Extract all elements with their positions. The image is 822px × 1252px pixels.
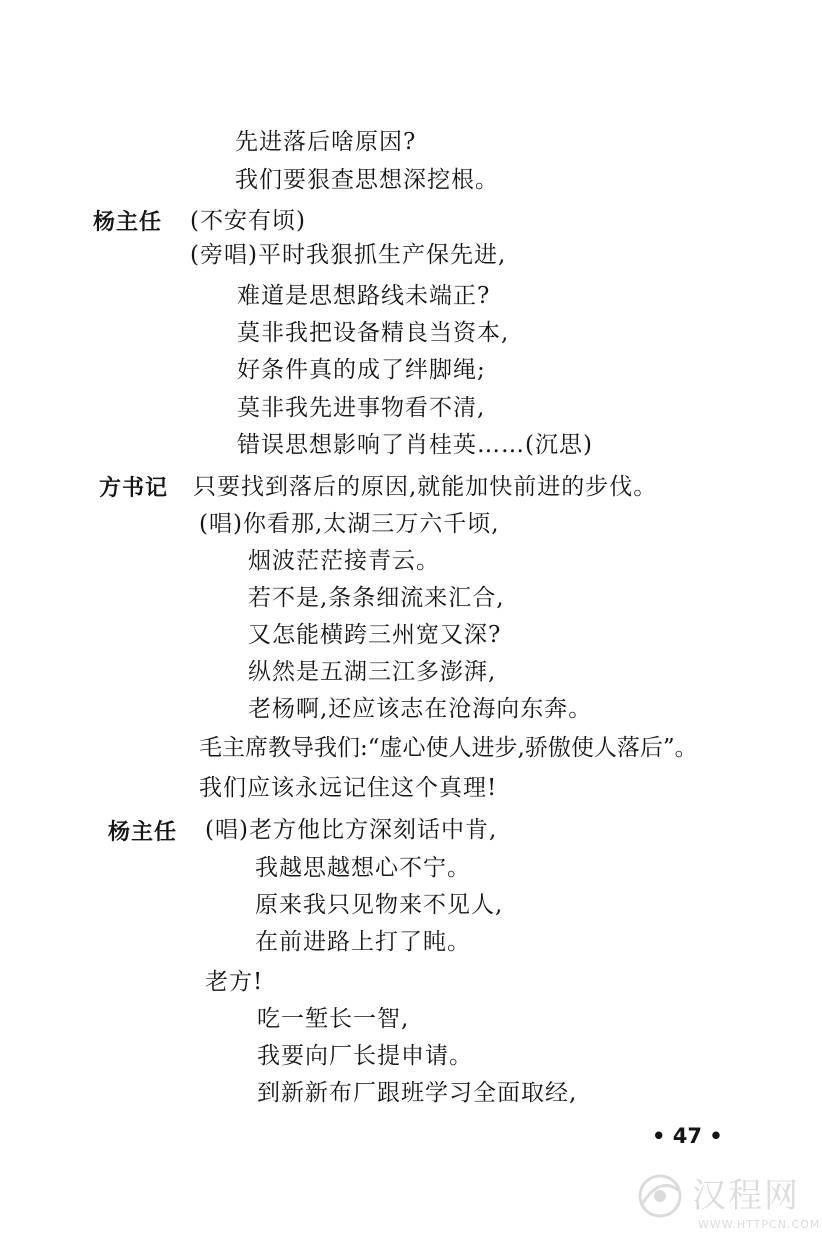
watermark-logo-icon [630, 1166, 690, 1226]
text-line: 烟波茫茫接青云。 [248, 548, 440, 574]
text-line: 莫非我先进事物看不清, [237, 395, 486, 421]
watermark-url: WWW.HTTPCN.COM [698, 1218, 821, 1231]
page-number: • 47 • [652, 1124, 723, 1148]
text-line: 原来我只见物来不见人, [255, 892, 504, 918]
text-line: 我们应该永远记住这个真理! [199, 775, 498, 801]
text-line: 我们要狠查思想深挖根。 [235, 167, 499, 193]
stage-direction: (不安有顷) [190, 208, 306, 234]
text-line: 我越思越想心不宁。 [255, 855, 471, 881]
text-line: 在前进路上打了盹。 [255, 929, 471, 955]
text-line: 先进落后啥原因? [235, 129, 417, 155]
text-line: 莫非我把设备精良当资本, [237, 320, 510, 346]
text-line: 我要向厂长提申请。 [257, 1043, 473, 1069]
watermark-text: 汉程网 [692, 1176, 800, 1216]
text-line: (唱)你看那,太湖三万六千顷, [199, 511, 500, 537]
text-line: 老方! [205, 969, 264, 995]
text-line: 好条件真的成了绊脚绳; [237, 357, 486, 383]
text-line: 难道是思想路线未端正? [237, 283, 491, 309]
text-line: 吃一堑长一智, [257, 1006, 410, 1032]
text-line: 老杨啊,还应该志在沧海向东奔。 [248, 696, 593, 722]
watermark [630, 1162, 821, 1242]
text-line: (唱)老方他比方深刻话中肯, [205, 817, 498, 843]
text-line: 毛主席教导我们:“虚心使人进步,骄傲使人落后”。 [199, 735, 698, 761]
text-line: 又怎能横跨三州宽又深? [248, 622, 502, 648]
text-line: 若不是,条条细流来汇合, [248, 585, 505, 611]
text-line: (旁唱)平时我狠抓生产保先进, [190, 242, 507, 268]
text-line: 纵然是五湖三江多澎湃, [248, 659, 497, 685]
speaker-name: 方书记 [99, 476, 169, 501]
speaker-name: 杨主任 [93, 210, 163, 235]
text-line: 错误思想影响了肖桂英……(沉思) [237, 432, 593, 458]
text-line: 只要找到落后的原因,就能加快前进的步伐。 [193, 474, 658, 500]
text-line: 到新新布厂跟班学习全面取经, [257, 1080, 578, 1106]
speaker-name: 杨主任 [108, 820, 178, 845]
